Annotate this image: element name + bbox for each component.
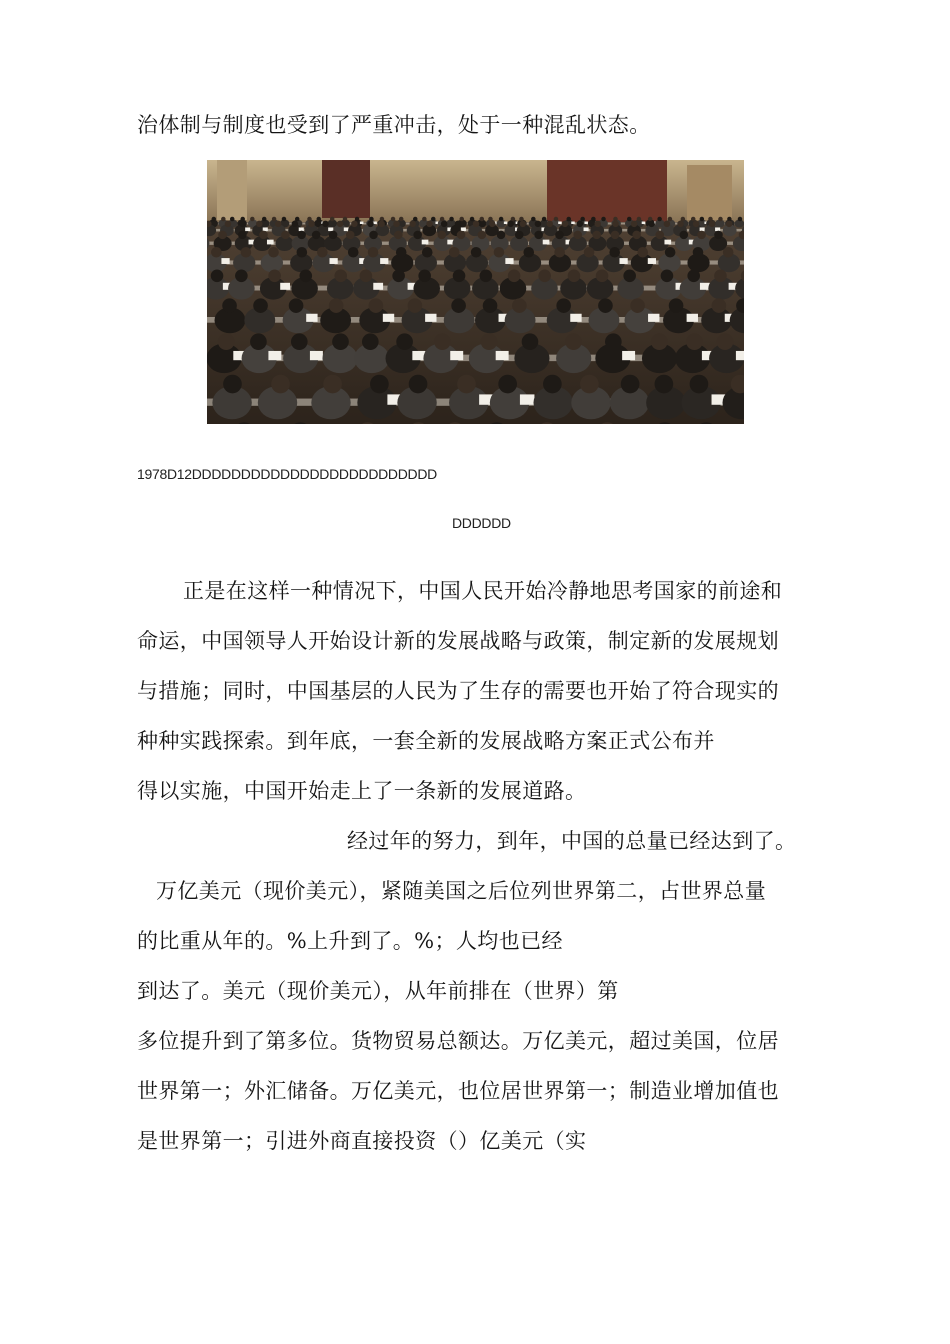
conference-hall-image	[207, 160, 744, 424]
conference-photo	[207, 160, 744, 424]
text-line-6: 得以实施，中国开始走上了一条新的发展道路。	[137, 779, 587, 803]
text-line-4: 与措施；同时，中国基层的人民为了生存的需要也开始了符合现实的	[137, 679, 779, 703]
text-line-13: 是世界第一；引进外商直接投资（）亿美元（实	[137, 1129, 587, 1153]
text-line-8: 万亿美元（现价美元），紧随美国之后位列世界第二，占世界总量	[156, 879, 767, 903]
text-line-10: 到达了。美元（现价美元），从年前排在（世界）第	[137, 979, 619, 1003]
text-line-3: 命运，中国领导人开始设计新的发展战略与政策，制定新的发展规划	[137, 629, 779, 653]
text-line-12: 世界第一；外汇储备。万亿美元，也位居世界第一；制造业增加值也	[137, 1079, 779, 1103]
figure-caption-line1: 1978D12DDDDDDDDDDDDDDDDDDDDDDDDD	[137, 466, 437, 482]
text-line-11: 多位提升到了第多位。货物贸易总额达。万亿美元，超过美国，位居	[137, 1029, 779, 1053]
text-line-7: 经过年的努力，到年，中国的总量已经达到了。	[347, 829, 797, 853]
text-line-2: 正是在这样一种情况下，中国人民开始冷静地思考国家的前途和	[183, 579, 783, 603]
text-line-5: 种种实践探索。到年底，一套全新的发展战略方案正式公布并	[137, 729, 715, 753]
text-line-1: 治体制与制度也受到了严重冲击，处于一种混乱状态。	[137, 113, 651, 137]
text-line-9: 的比重从年的。%上升到了。%；人均也已经	[137, 929, 563, 953]
figure-caption-line2: DDDDDD	[452, 515, 511, 531]
